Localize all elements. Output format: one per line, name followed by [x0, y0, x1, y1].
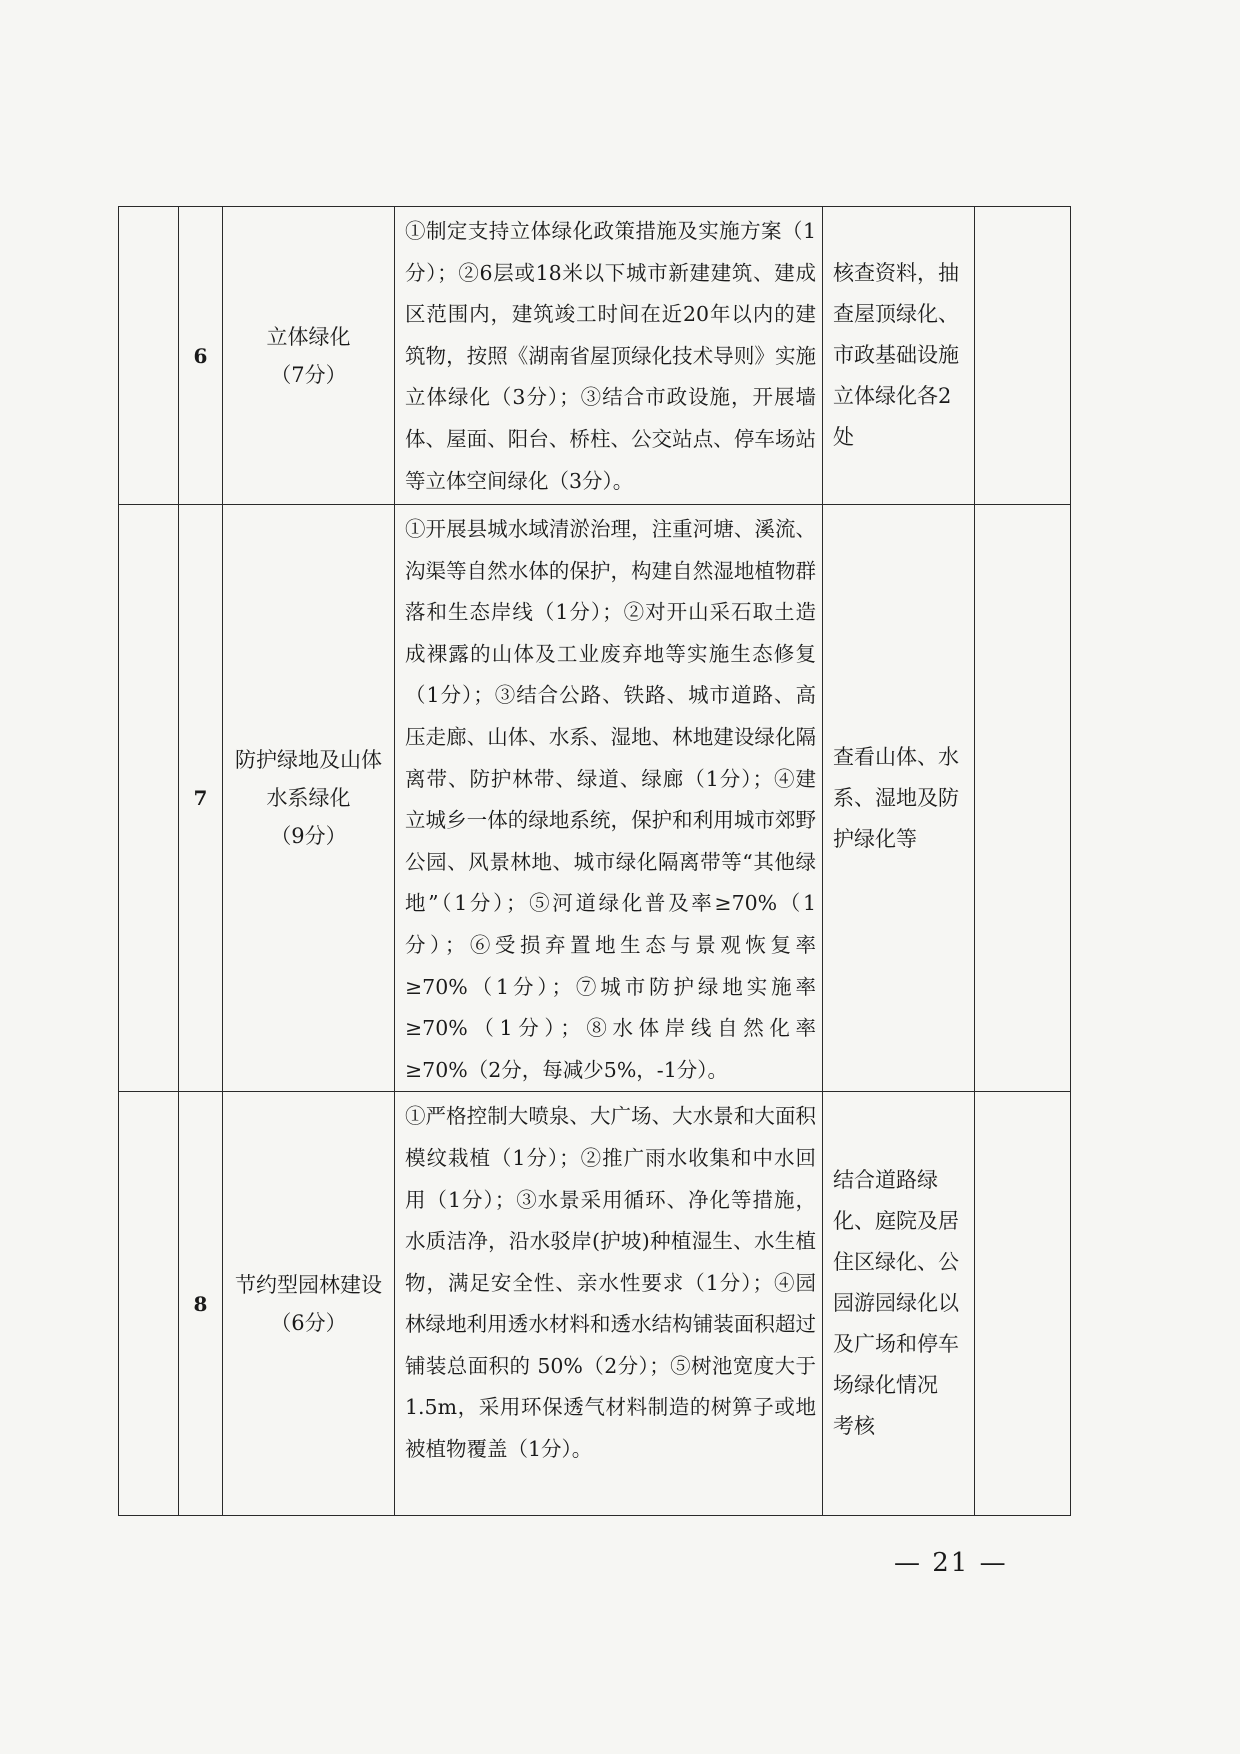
- item-number: 8: [179, 1092, 223, 1516]
- score-cell: [975, 1092, 1071, 1516]
- evaluation-table: [118, 206, 1071, 1516]
- item-name: 立体绿化 （7分）: [223, 207, 395, 505]
- item-content: ①开展县城水域清淤治理，注重河塘、溪流、沟渠等自然水体的保护，构建自然湿地植物群落和生态岸线（1分）；②对开山采石取土造成裸露的山体及工业废弃地等实施生态修复（1分）；③结合公路、铁路、城市道路、高压走廊、山体、水系、湿地、林地建设绿化隔离带、防护林带、绿道、绿廊（1分）；④建立城乡一体的绿地系统，保护和利用城市郊野公园、风景林地、城市绿化隔离带等“其他绿地”（1分）；⑤河道绿化普及率≥70%（1分）；⑥受损弃置地生态与景观恢复率≥70%（1分）；⑦城市防护绿地实施率≥70%（1分）；⑧水体岸线自然化率≥70%（2分，每减少5%，-1分）。: [395, 505, 823, 1092]
- table-row: [119, 207, 1071, 505]
- item-name: 防护绿地及山体水系绿化 （9分）: [223, 505, 395, 1092]
- item-content: ①制定支持立体绿化政策措施及实施方案（1分）；②6层或18米以下城市新建建筑、建成区范围内，建筑竣工时间在近20年以内的建筑物，按照《湖南省屋顶绿化技术导则》实施立体绿化（3分）；③结合市政设施，开展墙体、屋面、阳台、桥柱、公交站点、停车场站等立体空间绿化（3分）。: [395, 207, 823, 505]
- table-row: [119, 1092, 1071, 1516]
- category-cell: [119, 207, 179, 505]
- page-number: — 21 —: [894, 1548, 1008, 1578]
- item-number: 7: [179, 505, 223, 1092]
- item-number: 6: [179, 207, 223, 505]
- item-name: 节约型园林建设（6分）: [223, 1092, 395, 1516]
- category-cell: [119, 1092, 179, 1516]
- score-cell: [975, 207, 1071, 505]
- check-method: 查看山体、水系、湿地及防护绿化等: [823, 505, 975, 1092]
- item-content: ①严格控制大喷泉、大广场、大水景和大面积模纹栽植（1分）；②推广雨水收集和中水回用（1分）；③水景采用循环、净化等措施，水质洁净，沿水驳岸(护坡)种植湿生、水生植物，满足安全性、亲水性要求（1分）；④园林绿地利用透水材料和透水结构铺装面积超过铺装总面积的 50%（2分）；⑤树池宽度大于 1.5m，采用环保透气材料制造的树箅子或地被植物覆盖（1分）。: [395, 1092, 823, 1516]
- score-cell: [975, 505, 1071, 1092]
- check-method: 核查资料，抽查屋顶绿化、市政基础设施立体绿化各2处: [823, 207, 975, 505]
- check-method: 结合道路绿化、庭院及居住区绿化、公园游园绿化以及广场和停车场绿化情况 考核: [823, 1092, 975, 1516]
- category-cell: [119, 505, 179, 1092]
- table-row: [119, 505, 1071, 1092]
